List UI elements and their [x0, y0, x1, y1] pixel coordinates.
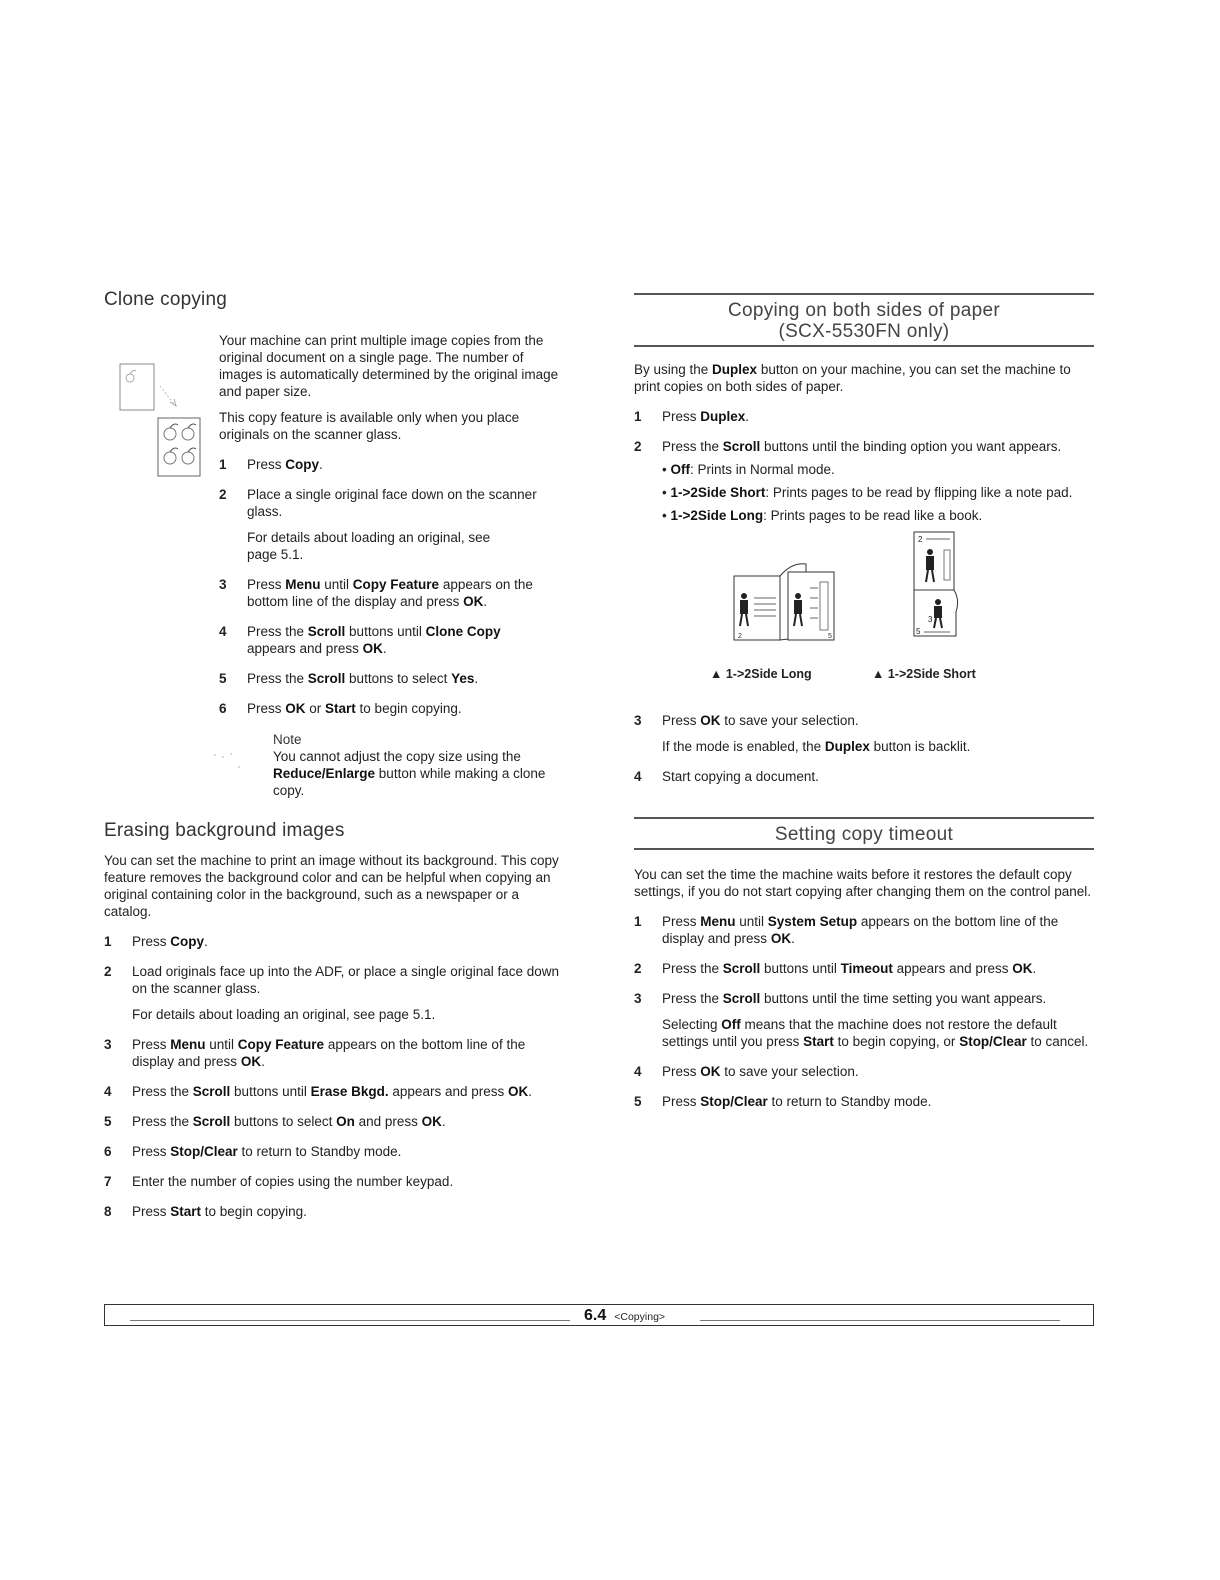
- erase-step-8: 8 Press Start to begin copying.: [104, 1204, 307, 1219]
- right-column: [634, 293, 1094, 1110]
- clone-step-2: 2 Place a single original face down on the scanner glass.: [219, 487, 537, 519]
- duplex-step-4: 4 Start copying a document.: [634, 769, 819, 784]
- footer-rule-left: [130, 1320, 570, 1321]
- duplex-heading-line-1: Copying on both sides of paper: [727, 300, 1000, 321]
- long-page-label-2: 2: [738, 633, 742, 640]
- page-footer: [584, 1307, 665, 1326]
- erase-step-5: 5 Press the Scroll buttons to select On and press OK.: [104, 1114, 446, 1129]
- short-page-label-5: 5: [916, 627, 921, 636]
- short-edge-pad-figure: [910, 528, 970, 648]
- timeout-step-5: 5 Press Stop/Clear to return to Standby mode.: [634, 1094, 932, 1109]
- section-name: <Copying>: [614, 1311, 666, 1323]
- duplex-step-1: 1 Press Duplex.: [634, 409, 750, 424]
- duplex-figures: [634, 535, 1094, 684]
- clone-intro: Your machine can print multiple image copies from the original document on a single page. The number of images is automatically determined by the original image and paper size.: [219, 333, 559, 399]
- erase-step-1: 1 Press Copy.: [104, 934, 208, 949]
- timeout-intro: You can set the time the machine waits before it restores the default copy settings, if you do not start copying after changing them on the control panel.: [634, 867, 1092, 899]
- note-text: You cannot adjust the copy size using the Reduce/Enlarge button while making a clone copy.: [273, 749, 546, 798]
- erase-step-2: 2 Load originals face up into the ADF, or place a single original face down on the scanner glass.: [104, 964, 560, 996]
- footer-rule-right: [700, 1320, 1060, 1321]
- duplex-step-3-detail: If the mode is enabled, the Duplex button is backlit.: [662, 739, 971, 754]
- duplex-step-2: 2 Press the Scroll buttons until the binding option you want appears.: [634, 439, 1062, 454]
- timeout-step-3-detail: Selecting Off means that the machine does not restore the default settings until you press Start to begin copying, or Stop/Clear to cancel.: [662, 1017, 1089, 1049]
- duplex-step-3: 3 Press OK to save your selection.: [634, 713, 859, 728]
- timeout-step-2: 2 Press the Scroll buttons until Timeout appears and press OK.: [634, 961, 1037, 976]
- erase-step-2-detail: For details about loading an original, see page 5.1.: [132, 1007, 436, 1022]
- erase-step-6: 6 Press Stop/Clear to return to Standby mode.: [104, 1144, 402, 1159]
- clone-step-3: 3 Press Menu until Copy Feature appears on the bottom line of the display and press OK.: [219, 577, 533, 609]
- erase-step-4: 4 Press the Scroll buttons until Erase Bkgd. appears and press OK.: [104, 1084, 532, 1099]
- clone-step-2-detail: For details about loading an original, see page 5.1.: [247, 530, 491, 562]
- long-page-label-5: 5: [828, 633, 832, 640]
- clone-step-5: 5 Press the Scroll buttons to select Yes.: [219, 671, 479, 686]
- clone-step-4: 4 Press the Scroll buttons until Clone Copy appears and press OK.: [219, 624, 501, 656]
- clone-availability: This copy feature is available only when you place originals on the scanner glass.: [219, 410, 520, 442]
- erase-step-3: 3 Press Menu until Copy Feature appears on the bottom line of the display and press OK.: [104, 1037, 526, 1069]
- short-page-label-3: 3: [928, 615, 933, 624]
- erase-step-7: 7 Enter the number of copies using the number keypad.: [104, 1174, 454, 1189]
- erasing-background-heading: Erasing background images: [104, 820, 345, 841]
- clone-copy-illustration: [118, 362, 206, 482]
- copy-timeout-heading: Setting copy timeout: [634, 817, 1094, 850]
- caption-short: ▲ 1->2Side Short: [872, 667, 976, 681]
- duplex-intro: By using the Duplex button on your machine, you can set the machine to print copies on both sides of paper.: [634, 362, 1071, 394]
- page-number: 6.4: [584, 1307, 607, 1324]
- duplex-option-short: • 1->2Side Short: Prints pages to be read by flipping like a note pad.: [662, 485, 1073, 500]
- timeout-step-4: 4 Press OK to save your selection.: [634, 1064, 859, 1079]
- clone-step-1: 1 Press Copy.: [219, 457, 323, 472]
- timeout-step-3: 3 Press the Scroll buttons until the time setting you want appears.: [634, 991, 1047, 1006]
- short-page-label-2: 2: [918, 535, 923, 544]
- duplex-option-off: • Off: Prints in Normal mode.: [662, 462, 835, 477]
- caption-long: ▲ 1->2Side Long: [710, 667, 812, 681]
- duplex-option-long: • 1->2Side Long: Prints pages to be read like a book.: [662, 508, 983, 523]
- clone-step-6: 6 Press OK or Start to begin copying.: [219, 701, 462, 716]
- left-column: [104, 288, 560, 1220]
- duplex-heading: [634, 293, 1094, 347]
- duplex-heading-line-2: (SCX-5530FN only): [778, 321, 950, 342]
- note-icon: [211, 747, 247, 773]
- long-edge-book-figure: [730, 558, 840, 644]
- clone-copying-heading: Clone copying: [104, 289, 228, 310]
- timeout-step-1: 1 Press Menu until System Setup appears on the bottom line of the display and press OK.: [634, 914, 1059, 946]
- note-title: Note: [273, 732, 302, 747]
- erase-intro: You can set the machine to print an image without its background. This copy feature removes the background color and can be helpful when copying an original containing color in the background, such as a newspaper or a catalog.: [104, 853, 559, 919]
- clone-note: [161, 731, 560, 799]
